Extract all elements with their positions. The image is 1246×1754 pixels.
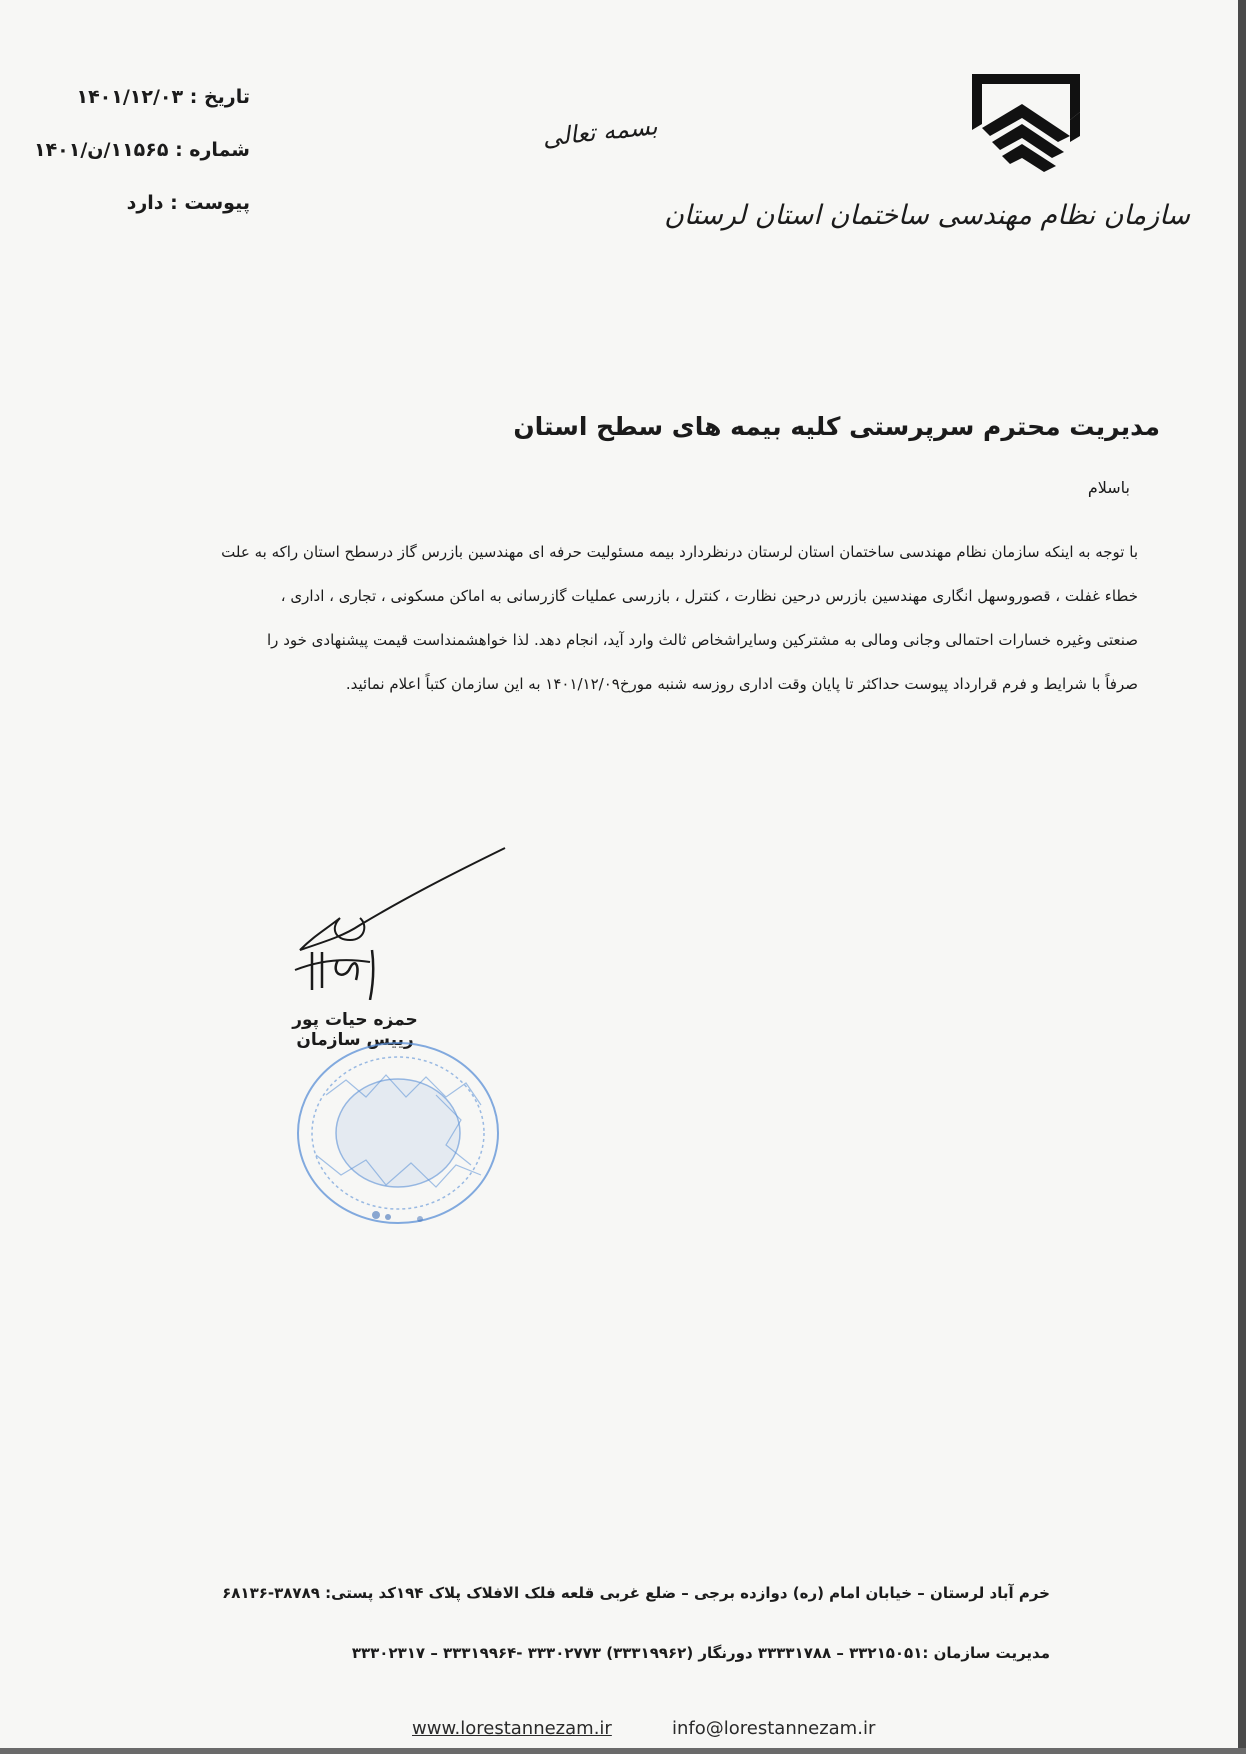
- scan-edge-bottom: [0, 1748, 1246, 1754]
- signer-position: رییس سازمان: [296, 1030, 414, 1050]
- organization-name: سازمان نظام مهندسی ساختمان استان لرستان: [664, 200, 1190, 231]
- attachment-line: پیوست : دارد: [126, 192, 250, 214]
- letter-meta: [33, 86, 250, 245]
- handwritten-signature: [290, 840, 520, 1000]
- website-link[interactable]: www.lorestannezam.ir: [412, 1718, 612, 1739]
- letter-body: [108, 530, 1138, 706]
- letter-title: مدیریت محترم سرپرستی کلیه بیمه های سطح استان: [513, 412, 1160, 441]
- greeting: باسلام: [1087, 478, 1130, 497]
- footer-links: [400, 1718, 1000, 1746]
- body-line: خطاء غفلت ، قصوروسهل انگاری مهندسین بازرس درحین نظارت ، کنترل ، بازرسی عملیات گازرسانی به اماکن مسکونی ، تجاری ، اداری ،: [280, 587, 1138, 605]
- official-seal-stamp: [286, 1035, 516, 1235]
- scan-edge-right: [1238, 0, 1246, 1754]
- letterhead-footer: [150, 1584, 1050, 1704]
- body-line: با توجه به اینکه سازمان نظام مهندسی ساختمان استان لرستان درنظردارد بیمه مسئولیت حرفه ای مهندسین بازرس گاز درسطح استان راکه به علت: [221, 543, 1138, 561]
- signer-name: حمزه حیات پور: [292, 1010, 418, 1030]
- number-line: شماره : ۱۱۵۶۵/ن/۱۴۰۱: [33, 139, 250, 161]
- date-line: تاریخ : ۱۴۰۱/۱۲/۰۳: [76, 86, 250, 108]
- invocation-heading: بسمه تعالی: [541, 112, 659, 152]
- body-line: صنعتی وغیره خسارات احتمالی وجانی ومالی به مشترکین وسایراشخاص ثالث وارد آید، انجام دهد. لذا خواهشمنداست قیمت پیشنهادی خود را: [267, 631, 1138, 649]
- footer-address: خرم آباد لرستان – خیابان امام (ره) دوازده برجی – ضلع غربی قلعه فلک الافلاک پلاک ۱۹۴کد پستی: ۳۸۷۸۹-۶۸۱۳۶: [222, 1584, 1050, 1602]
- body-line: صرفاً با شرایط و فرم قرارداد پیوست حداکثر تا پایان وقت اداری روزسه شنبه مورخ۱۴۰۱/۱۲/۰۹ به این سازمان کتباً اعلام نمائید.: [345, 675, 1138, 693]
- footer-phones: مدیریت سازمان :۳۳۲۱۵۰۵۱ – ۳۳۳۳۱۷۸۸ دورنگار (۳۳۳۱۹۹۶۲) ۳۳۳۰۲۷۷۳ -۳۳۳۱۹۹۶۴ – ۳۳۳۰۲۳۱۷: [351, 1644, 1050, 1662]
- organization-logo-icon: [966, 70, 1086, 176]
- email-link[interactable]: info@lorestannezam.ir: [672, 1718, 876, 1739]
